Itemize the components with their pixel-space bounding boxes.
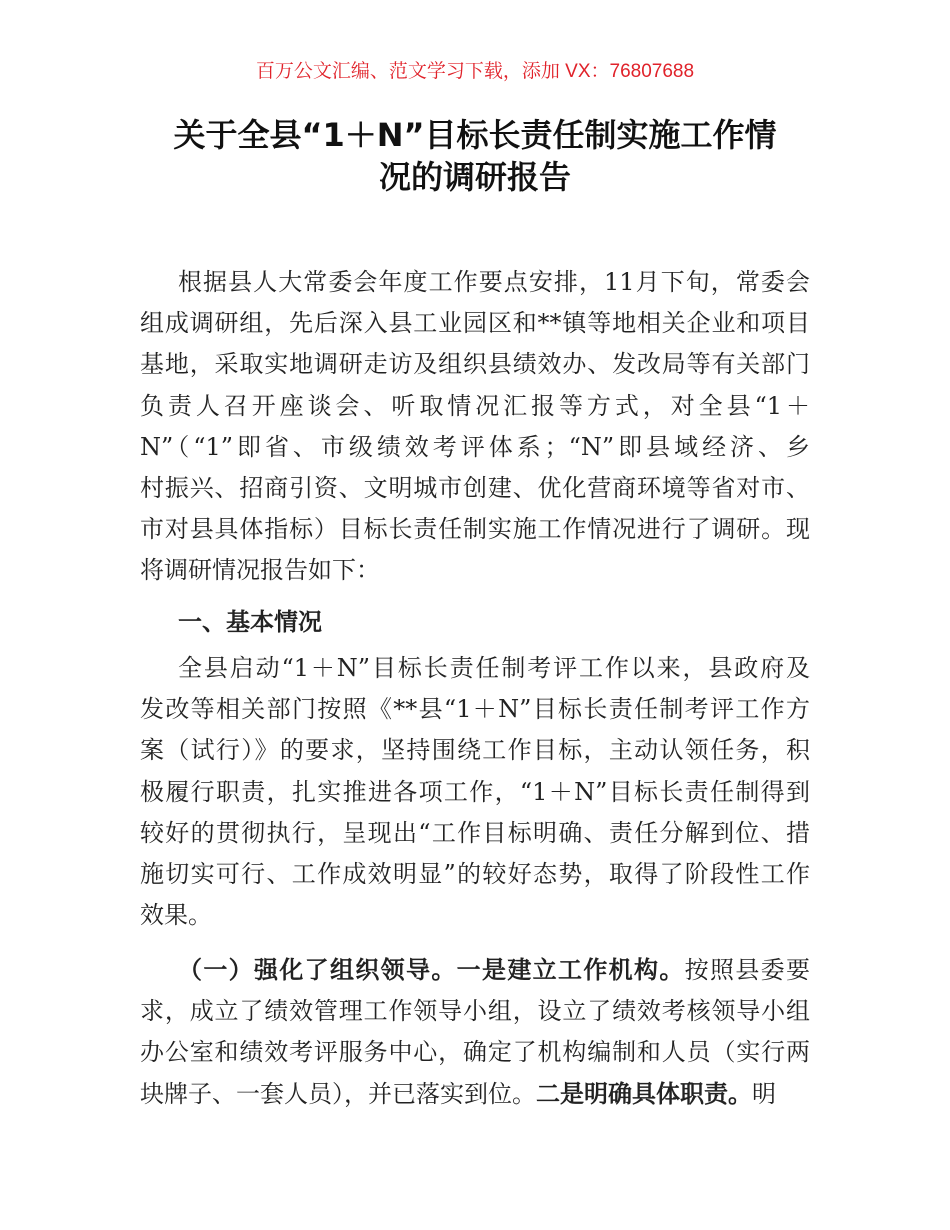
watermark-banner: 百万公文汇编、范文学习下载，添加 VX：76807688 [255,61,695,82]
text-line [140,432,810,462]
text-segment: 效果。 [140,901,212,930]
text-line [140,735,810,765]
text-line [140,694,810,724]
text-segment: N”（“1”即省、市级绩效考评体系；“N”即县域经济、乡 [140,432,810,461]
text-segment: 极履行职责，扎实推进各项工作，“1＋N”目标长责任制得到 [140,777,810,806]
text-line [140,859,810,889]
text-segment: 按照县委要 [684,956,811,984]
text-line [178,653,810,683]
text-segment: 市对县具体指标）目标长责任制实施工作情况进行了调研。现 [140,515,810,544]
text-line [140,996,810,1026]
text-segment: 负责人召开座谈会、听取情况汇报等方式，对全县“1＋ [140,391,810,420]
text-line [178,955,810,985]
text-line [140,349,810,379]
text-segment: 施切实可行、工作成效明显”的较好态势，取得了阶段性工作 [140,860,810,888]
text-segment: 较好的贯彻执行，呈现出“工作目标明确、责任分解到位、措 [140,818,810,847]
text-line [140,1037,810,1067]
text-line [140,777,810,807]
text-segment: 根据县人大常委会年度工作要点安排，11月下旬，常委会 [178,268,810,296]
text-line [178,607,810,637]
document-title-line-1: 关于全县“1＋N”目标长责任制实施工作情 [173,116,777,154]
text-line [140,308,810,338]
text-segment: 将调研情况报告如下： [140,556,380,585]
text-segment: 求，成立了绩效管理工作领导小组，设立了绩效考核领导小组 [140,997,810,1026]
text-line [140,514,810,544]
bold-text: （一）强化了组织领导。一是建立工作机构。 [178,956,685,984]
text-segment: 案（试行）》的要求，坚持围绕工作目标，主动认领任务，积 [140,736,810,765]
text-segment: 块牌子、一套人员），并已落实到位。 [140,1079,536,1108]
text-segment: 组成调研组，先后深入县工业园区和**镇等地相关企业和项目 [140,309,810,338]
text-line [140,391,810,421]
text-line [140,1079,810,1109]
text-line [140,555,810,585]
text-line [140,473,810,503]
text-line [140,900,810,930]
text-segment: 基地，采取实地调研走访及组织县绩效办、发改局等有关部门 [140,350,810,379]
text-segment: 发改等相关部门按照《**县“1＋N”目标长责任制考评工作方 [140,695,810,724]
text-line [178,267,810,297]
text-segment: 办公室和绩效考评服务中心，确定了机构编制和人员（实行两 [140,1038,810,1067]
text-segment: 村振兴、招商引资、文明城市创建、优化营商环境等省对市、 [140,474,810,502]
text-segment: 明 [752,1079,776,1108]
document-title-line-2: 况的调研报告 [378,158,571,196]
text-segment: 全县启动“1＋N”目标长责任制考评工作以来，县政府及 [178,654,810,682]
text-line [140,818,810,848]
bold-text: 一、基本情况 [178,608,322,636]
bold-text: 二是明确具体职责。 [536,1079,752,1108]
